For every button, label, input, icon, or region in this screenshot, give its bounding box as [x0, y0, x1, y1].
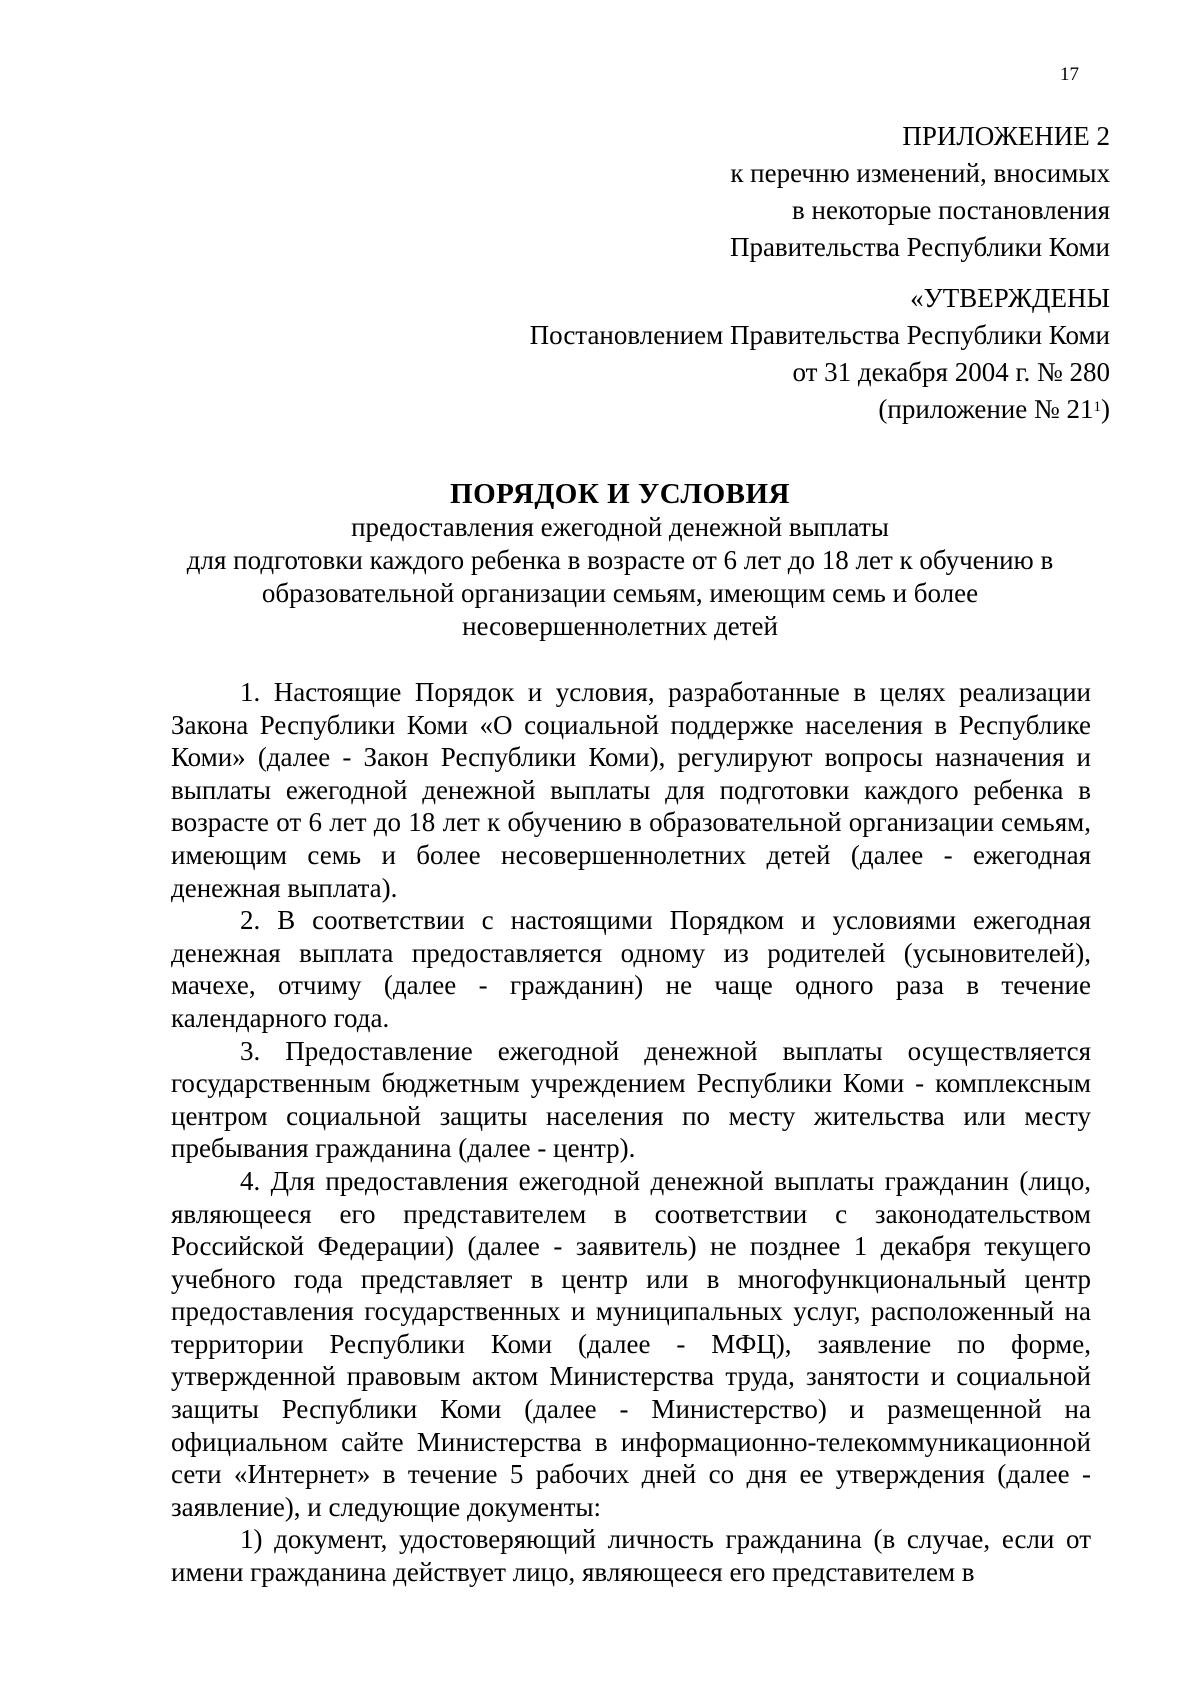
approved-line: Постановлением Правительства Республики Коми — [529, 320, 1110, 350]
paragraph: 2. В соответствии с настоящими Порядком и условиями ежегодная денежная выплата предоставляется одному из родителей (усыновителей), мачехе, отчиму (далее - гражданин) не чаще одного раза в течение календарного года. — [171, 905, 1091, 1033]
approved-title: «УТВЕРЖДЕНЫ — [910, 283, 1110, 313]
appendix-line: к перечню изменений, вносимых — [730, 158, 1110, 188]
approved-appendix-ref: (приложение № 21 — [878, 394, 1094, 424]
appendix-line: Правительства Республики Коми — [729, 232, 1110, 262]
appendix-title: ПРИЛОЖЕНИЕ 2 — [902, 121, 1110, 151]
paragraph: 1. Настоящие Порядок и условия, разработанные в целях реализации Закона Республики Коми «О социальной поддержке населения в Республике Коми» (далее - Закон Республики Коми), регулируют вопросы назначения и выплаты ежегодной денежной выплаты для подготовки каждого ребенка в возрасте от 6 лет до 18 лет к обучению в образовательной организации семьям, имеющим семь и более несовершеннолетних детей (далее - ежегодная денежная выплата). — [171, 677, 1091, 903]
title-subtitle: для подготовки каждого ребенка в возрасте от 6 лет до 18 лет к обучению в — [186, 545, 1054, 575]
page-number: 17 — [1060, 64, 1079, 85]
title-main: ПОРЯДОК И УСЛОВИЯ — [450, 478, 790, 510]
paragraph: 4. Для предоставления ежегодной денежной выплаты гражданин (лицо, являющееся его представителем в соответствии с законодательством Российской Федерации) (далее - заявитель) не позднее 1 декабря текущего учебного года представляет в центр или в многофункциональный центр предоставления государственных и муниципальных услуг, расположенный на территории Республики Коми (далее - МФЦ), заявление по форме, утвержденной правовым актом Министерства труда, занятости и социальной защиты Республики Коми (далее - Министерство) и размещенной на официальном сайте Министерства в информационно-телекоммуникационной сети «Интернет» в течение 5 рабочих дней со дня ее утверждения (далее - заявление), и следующие документы: — [171, 1165, 1091, 1522]
approved-line — [310, 391, 1110, 428]
document-title — [150, 478, 1090, 643]
appendix-line: в некоторые постановления — [792, 195, 1110, 225]
appendix-heading — [410, 118, 1110, 266]
document-body — [171, 676, 1091, 1589]
superscript: 1 — [1093, 399, 1101, 415]
title-subtitle: образовательной организации семьям, имеющим семь и более — [261, 578, 979, 608]
paragraph: 3. Предоставление ежегодной денежной выплаты осуществляется государственным бюджетным учреждением Республики Коми - комплексным центром социальной защиты населения по месту жительства или месту пребывания гражданина (далее - центр). — [171, 1035, 1091, 1164]
title-subtitle: несовершеннолетних детей — [462, 611, 778, 641]
title-subtitle: предоставления ежегодной денежной выплаты — [351, 512, 889, 542]
approved-line: от 31 декабря 2004 г. № 280 — [792, 357, 1110, 387]
approved-appendix-close: ) — [1101, 394, 1110, 424]
paragraph: 1) документ, удостоверяющий личность гражданина (в случае, если от имени гражданина действует лицо, являющееся его представителем в — [171, 1524, 1091, 1588]
approval-stamp — [310, 280, 1110, 428]
